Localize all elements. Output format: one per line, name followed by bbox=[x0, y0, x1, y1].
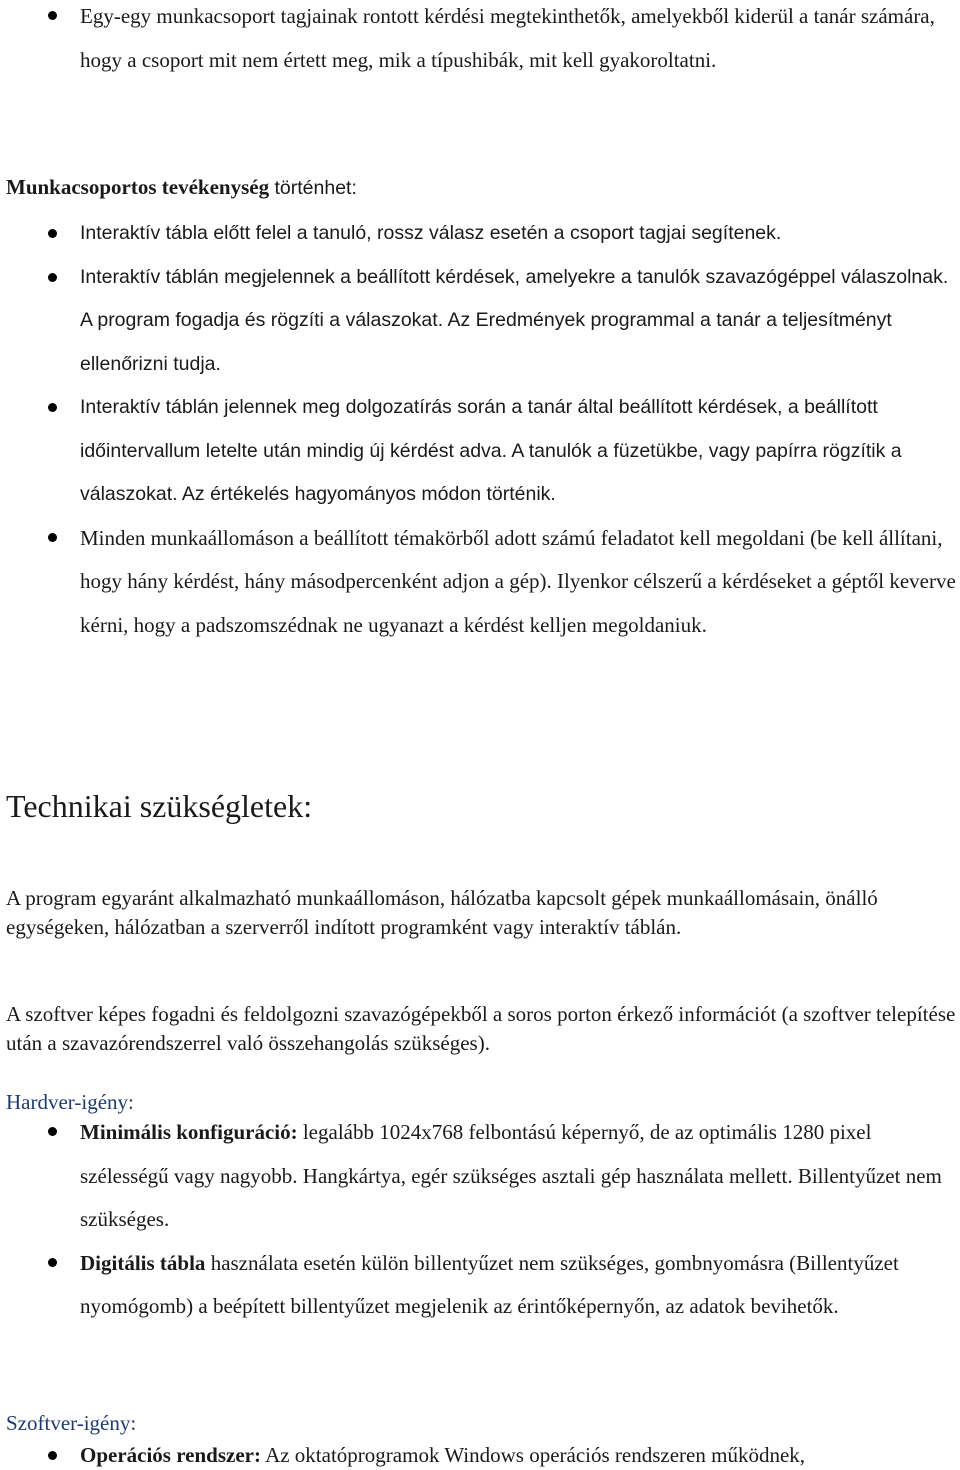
bullet-icon bbox=[48, 229, 57, 238]
list-item-text: Minden munkaállomáson a beállított témakörből adott számú feladatot kell megoldani (be kell állítani, hogy hány kérdést, hány másodpercenként adjon a gép). Ilyenkor célszerű a kérdéseket a géptől keverve kérni, hogy a padszomszédnak ne ugyanazt a kérdést kelljen megoldaniuk. bbox=[80, 525, 956, 637]
bullet-icon bbox=[48, 533, 57, 542]
list-item-text: legalább 1024x768 felbontású képernyő, de az optimális 1280 pixel szélességű vagy nagyobb. Hangkártya, egér szükséges asztali gép használata mellett. Billentyűzet nem szükséges. bbox=[80, 1120, 942, 1231]
list-item-text: Interaktív tábla előtt felel a tanuló, rossz válasz esetén a csoport tagjai segítenek. bbox=[80, 222, 782, 244]
list-item-text: használata esetén külön billentyűzet nem szükséges, gombnyomásra (Billentyűzet nyomógomb) a beépített billentyűzet megjelenik az érintőképernyőn, az adatok bevihetők. bbox=[80, 1250, 899, 1318]
list-item bbox=[6, 1111, 956, 1242]
hardver-bullet-list bbox=[6, 1111, 956, 1329]
list-item bbox=[6, 386, 956, 517]
list-item-text: Interaktív táblán megjelennek a beállított kérdések, amelyekre a tanulók szavazógéppel válaszolnak. A program fogadja és rögzíti a válaszokat. Az Eredmények programmal a tanár a teljesítményt ellenőrizni tudja. bbox=[80, 265, 949, 375]
list-item-bold-label: Operációs rendszer: bbox=[80, 1443, 261, 1467]
subsection-heading: Szoftver-igény: bbox=[6, 1411, 137, 1435]
list-item-bold-label: Minimális konfiguráció: bbox=[80, 1120, 298, 1144]
munkacsoport-bullet-list bbox=[6, 212, 956, 647]
munkacsoport-bold-label: Munkacsoportos tevékenység bbox=[6, 175, 270, 199]
list-item-text: Egy-egy munkacsoport tagjainak rontott kérdési megtekinthetők, amelyekből kiderül a tanár számára, hogy a csoport mit nem értett meg, mik a típushibák, mit kell gyakoroltatni. bbox=[80, 4, 935, 72]
bullet-icon bbox=[48, 11, 57, 20]
list-item-text: Az oktatóprogramok Windows operációs rendszeren működnek, bbox=[260, 1443, 806, 1467]
list-item bbox=[6, 1441, 956, 1470]
list-item-text: Interaktív táblán jelennek meg dolgozatírás során a tanár által beállított kérdések, a beállított időintervallum letelte után mindig új kérdést adva. A tanulók a füzetükbe, vagy papírra rögzítik a válaszokat. Az értékelés hagyományos módon történik. bbox=[80, 396, 902, 505]
munkacsoport-intro bbox=[6, 166, 956, 211]
section-heading: Technikai szükségletek: bbox=[6, 788, 313, 824]
bullet-icon bbox=[48, 273, 57, 282]
bullet-icon bbox=[48, 1451, 57, 1460]
list-item-bold-label: Digitális tábla bbox=[80, 1250, 206, 1275]
bullet-icon bbox=[48, 403, 57, 412]
munkacsoport-rest: történhet: bbox=[269, 177, 357, 199]
list-item bbox=[6, 1242, 956, 1329]
subsection-heading: Hardver-igény: bbox=[6, 1090, 134, 1114]
szoftver-bullet-list bbox=[6, 1441, 956, 1470]
list-item bbox=[6, 0, 956, 82]
intro-bullet-list bbox=[6, 0, 956, 82]
list-item bbox=[6, 517, 956, 648]
paragraph: A szoftver képes fogadni és feldolgozni szavazógépekből a soros porton érkező információt (a szoftver telepítése után a szavazórendszerrel való összehangolás szükséges). bbox=[6, 1002, 956, 1055]
list-item bbox=[6, 256, 956, 387]
bullet-icon bbox=[48, 1127, 57, 1136]
paragraph: A program egyaránt alkalmazható munkaállomáson, hálózatba kapcsolt gépek munkaállomásain, önálló egységeken, hálózatban a szerverről indított programként vagy interaktív táblán. bbox=[6, 886, 878, 939]
list-item bbox=[6, 212, 956, 256]
bullet-icon bbox=[48, 1258, 57, 1267]
